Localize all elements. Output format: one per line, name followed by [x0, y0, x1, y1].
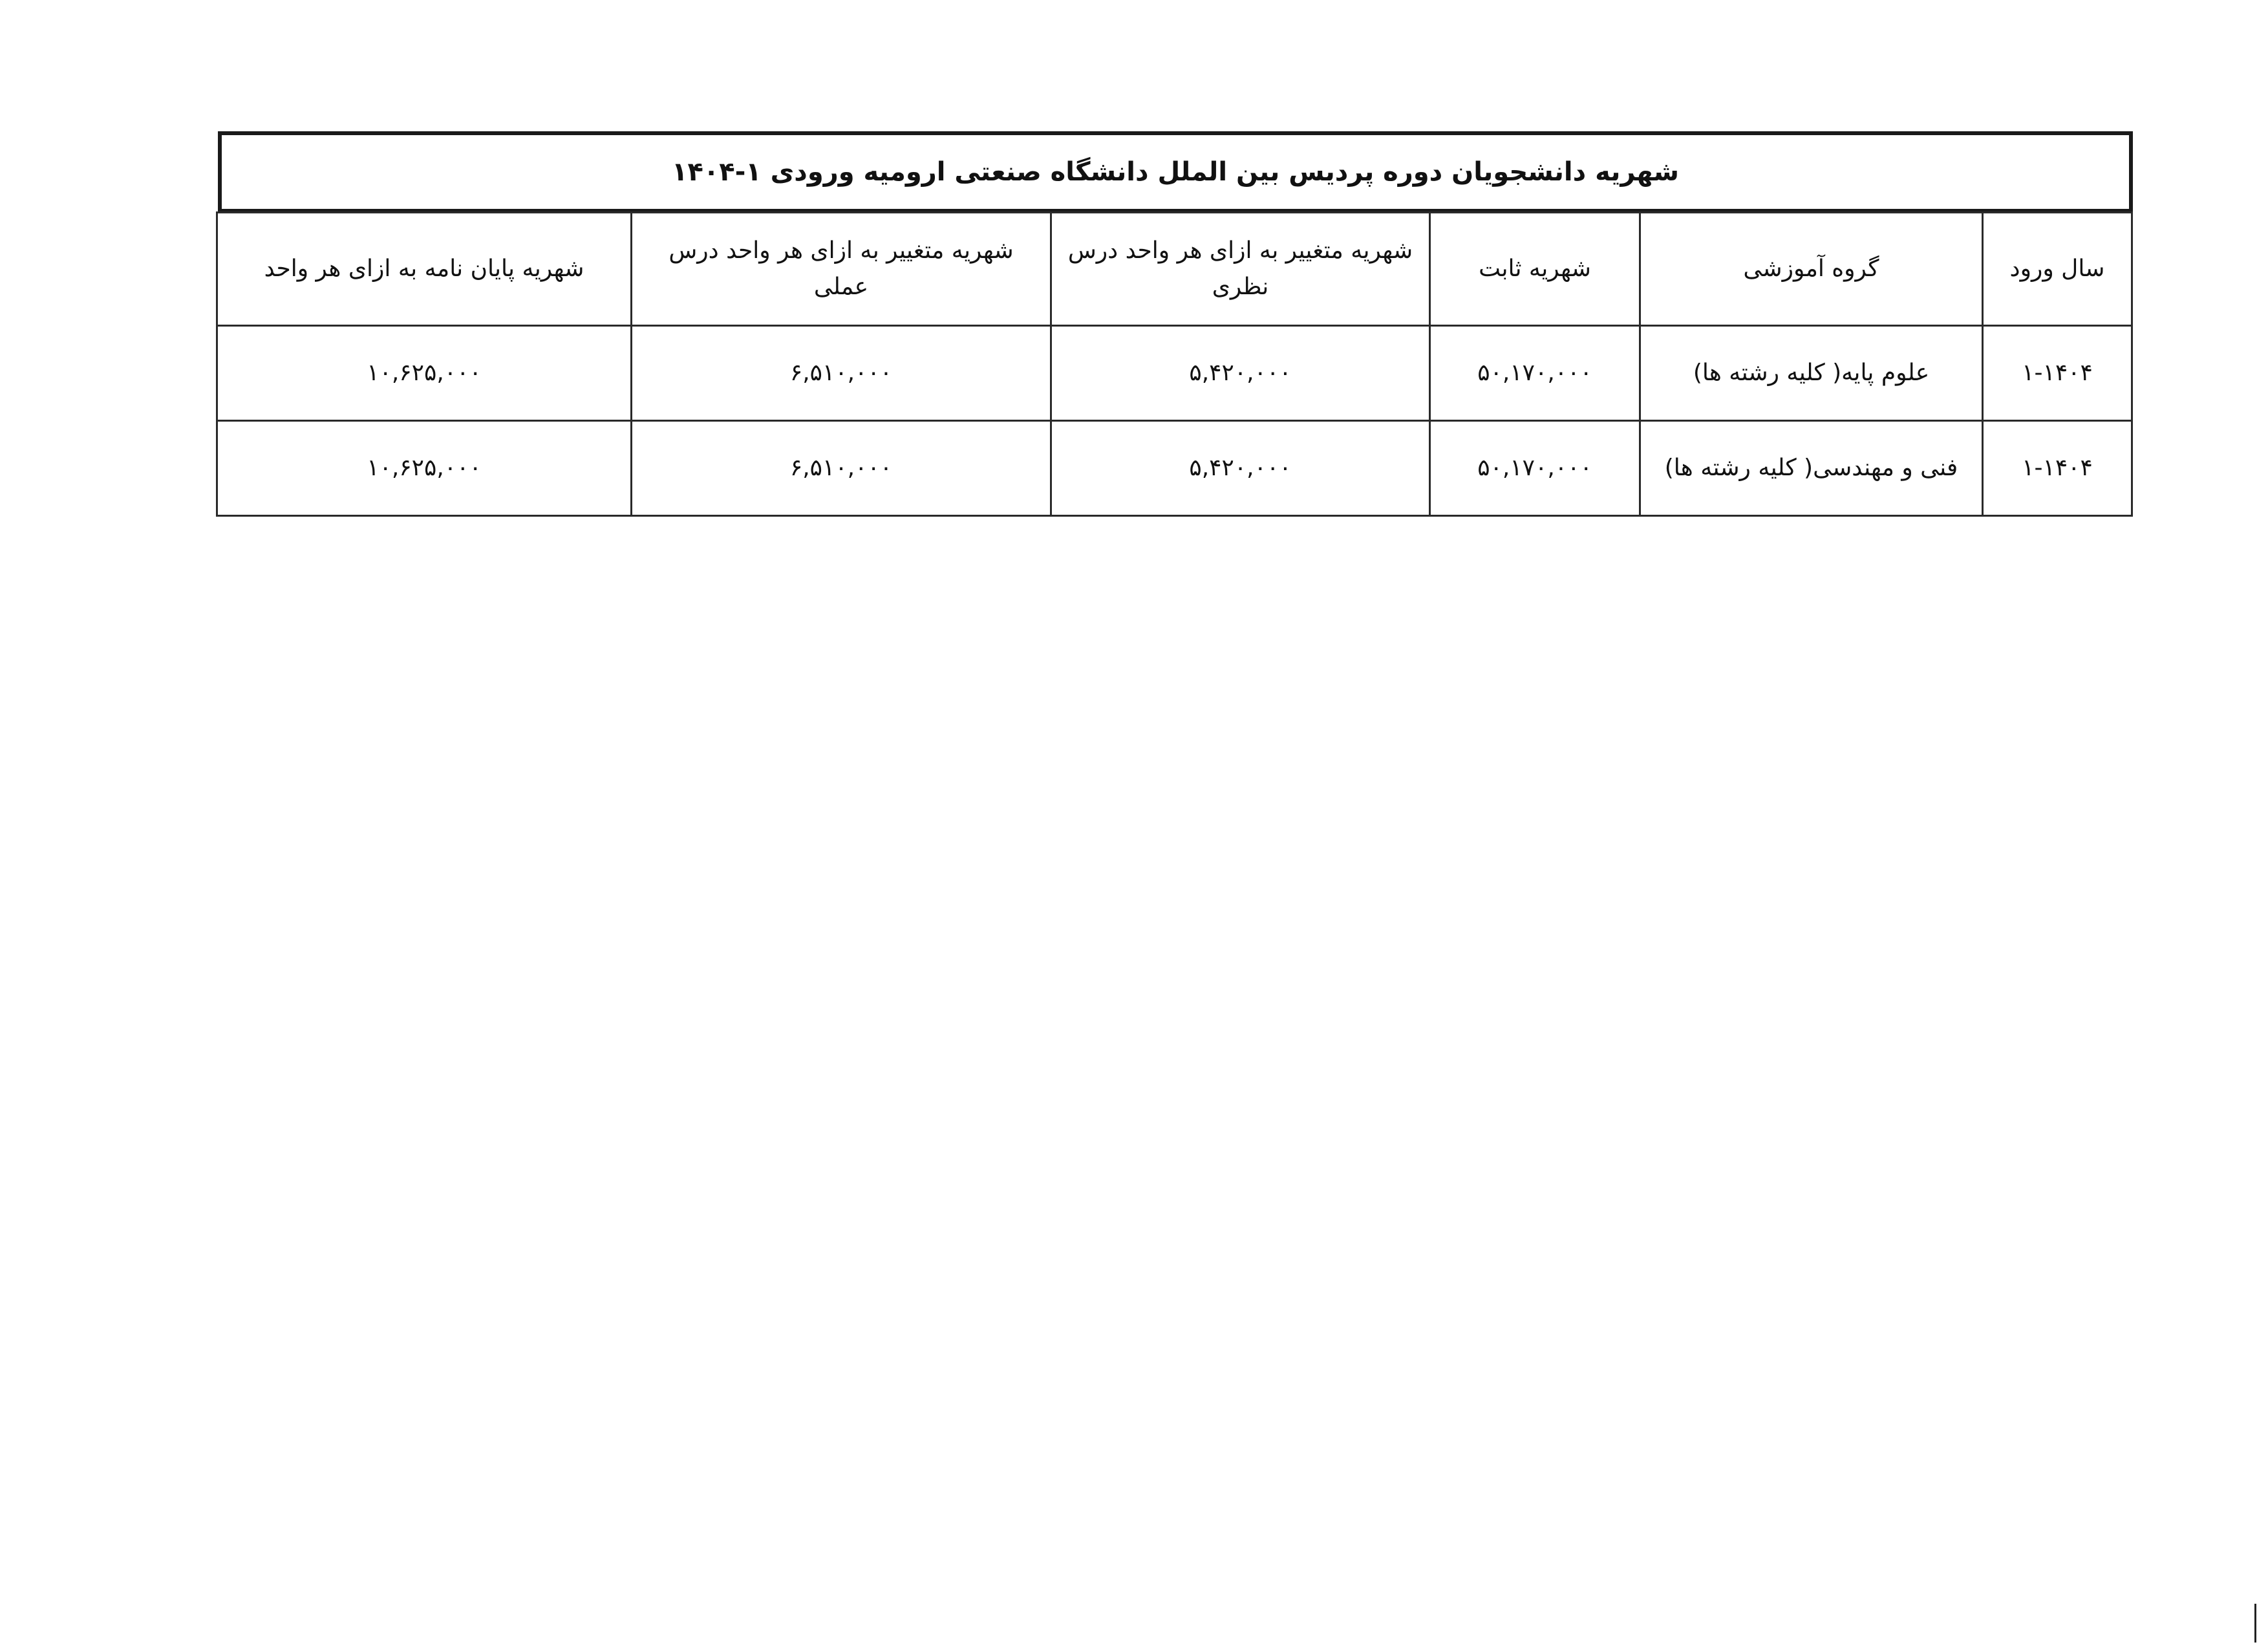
header-row	[217, 213, 2132, 326]
tuition-table	[216, 211, 2133, 517]
table-title-text: شهریه دانشجویان دوره پردیس بین الملل دانشگاه صنعتی ارومیه ورودی ۱-۱۴۰۴	[672, 157, 1679, 187]
header-fixed-fee: شهریه ثابت	[1430, 213, 1640, 326]
cell-thesis-fee	[217, 421, 632, 516]
cell-fixed-fee	[1430, 421, 1640, 516]
cell-thesis-fee	[217, 326, 632, 421]
table-title	[218, 131, 2133, 211]
header-theory-fee: شهریه متغییر به ازای هر واحد درس نظری	[1051, 213, 1430, 326]
entry-year-value: ۱-۱۴۰۴	[2022, 455, 2093, 482]
cell-fixed-fee	[1430, 326, 1640, 421]
theory-fee-value: ۵,۴۲۰,۰۰۰	[1189, 360, 1292, 387]
cell-practical-fee	[632, 326, 1051, 421]
cell-entry-year	[1983, 421, 2132, 516]
fixed-fee-value: ۵۰,۱۷۰,۰۰۰	[1477, 360, 1592, 387]
cell-department: فنی و مهندسی( کلیه رشته ها)	[1640, 421, 1983, 516]
header-entry-year: سال ورود	[1983, 213, 2132, 326]
page-edge-mark	[2254, 1604, 2256, 1643]
thesis-fee-value: ۱۰,۶۲۵,۰۰۰	[367, 360, 482, 387]
cell-department: علوم پایه( کلیه رشته ها)	[1640, 326, 1983, 421]
cell-entry-year	[1983, 326, 2132, 421]
fixed-fee-value: ۵۰,۱۷۰,۰۰۰	[1477, 455, 1592, 482]
table-row	[217, 326, 2132, 421]
entry-year-value: ۱-۱۴۰۴	[2022, 360, 2093, 387]
practical-fee-value: ۶,۵۱۰,۰۰۰	[789, 360, 893, 387]
cell-theory-fee	[1051, 326, 1430, 421]
header-thesis-fee: شهریه پایان نامه به ازای هر واحد	[217, 213, 632, 326]
header-practical-fee: شهریه متغییر به ازای هر واحد درس عملی	[632, 213, 1051, 326]
header-department: گروه آموزشی	[1640, 213, 1983, 326]
table-row	[217, 421, 2132, 516]
practical-fee-value: ۶,۵۱۰,۰۰۰	[789, 455, 893, 482]
cell-practical-fee	[632, 421, 1051, 516]
tuition-sheet	[218, 131, 2133, 517]
cell-theory-fee	[1051, 421, 1430, 516]
theory-fee-value: ۵,۴۲۰,۰۰۰	[1189, 455, 1292, 482]
thesis-fee-value: ۱۰,۶۲۵,۰۰۰	[367, 455, 482, 482]
